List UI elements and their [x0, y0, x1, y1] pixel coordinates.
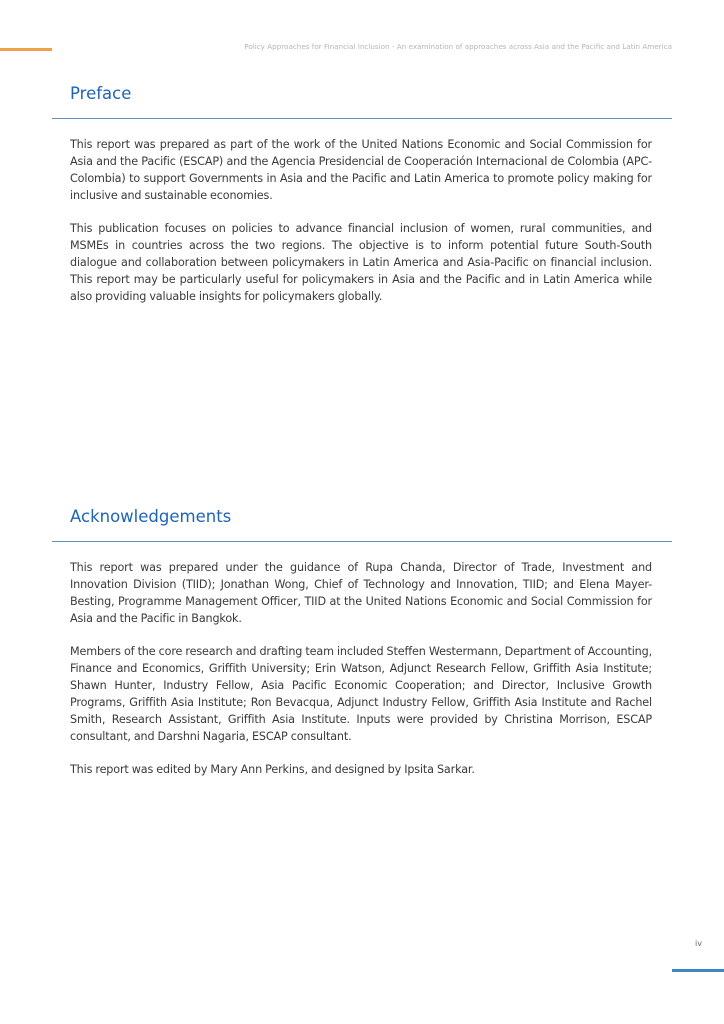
preface-paragraph: This report was prepared as part of the work of the United Nations Economic and Social Commission for Asia and the Pacific (ESCAP) and the Agencia Presidencial de Cooperación Internacional de Colombia (APC-Colombia) to support Governments in Asia and the Pacific and Latin America to promote policy making for inclusive and sustainable economies. [70, 138, 652, 202]
preface-body [70, 137, 652, 322]
running-header: Policy Approaches for Financial Inclusion - An examination of approaches across Asia and the Pacific and Latin America [244, 42, 672, 51]
preface-divider [52, 118, 672, 119]
acknowledgements-title: Acknowledgements [70, 507, 232, 526]
preface-title: Preface [70, 84, 132, 103]
acknowledgements-paragraph: This report was edited by Mary Ann Perkins, and designed by Ipsita Sarkar. [70, 763, 475, 777]
acknowledgements-body [70, 560, 652, 795]
page-number: iv [695, 939, 702, 948]
acknowledgements-divider [52, 541, 672, 542]
acknowledgements-paragraph: This report was prepared under the guidance of Rupa Chanda, Director of Trade, Investment and Innovation Division (TIID); Jonathan Wong, Chief of Technology and Innovation, TIID; and Elena Mayer-Besting, Programme Management Officer, TIID at the United Nations Economic and Social Commission for Asia and the Pacific in Bangkok. [70, 561, 652, 625]
bottom-accent-bar [672, 969, 724, 972]
acknowledgements-paragraph: Members of the core research and drafting team included Steffen Westermann, Department of Accounting, Finance and Economics, Griffith University; Erin Watson, Adjunct Research Fellow, Griffith Asia Institute; Shawn Hunter, Industry Fellow, Asia Pacific Economic Cooperation; and Director, Inclusive Growth Programs, Griffith Asia Institute; Ron Bevacqua, Adjunct Industry Fellow, Griffith Asia Institute and Rachel Smith, Research Assistant, Griffith Asia Institute. Inputs were provided by Christina Morrison, ESCAP consultant, and Darshni Nagaria, ESCAP consultant. [70, 645, 652, 743]
preface-paragraph: This publication focuses on policies to advance financial inclusion of women, rural communities, and MSMEs in countries across the two regions. The objective is to inform potential future South-South dialogue and collaboration between policymakers in Latin America and Asia-Pacific on financial inclusion. This report may be particularly useful for policymakers in Asia and the Pacific and in Latin America while also providing valuable insights for policymakers globally. [70, 222, 652, 303]
top-accent-bar [0, 48, 52, 51]
